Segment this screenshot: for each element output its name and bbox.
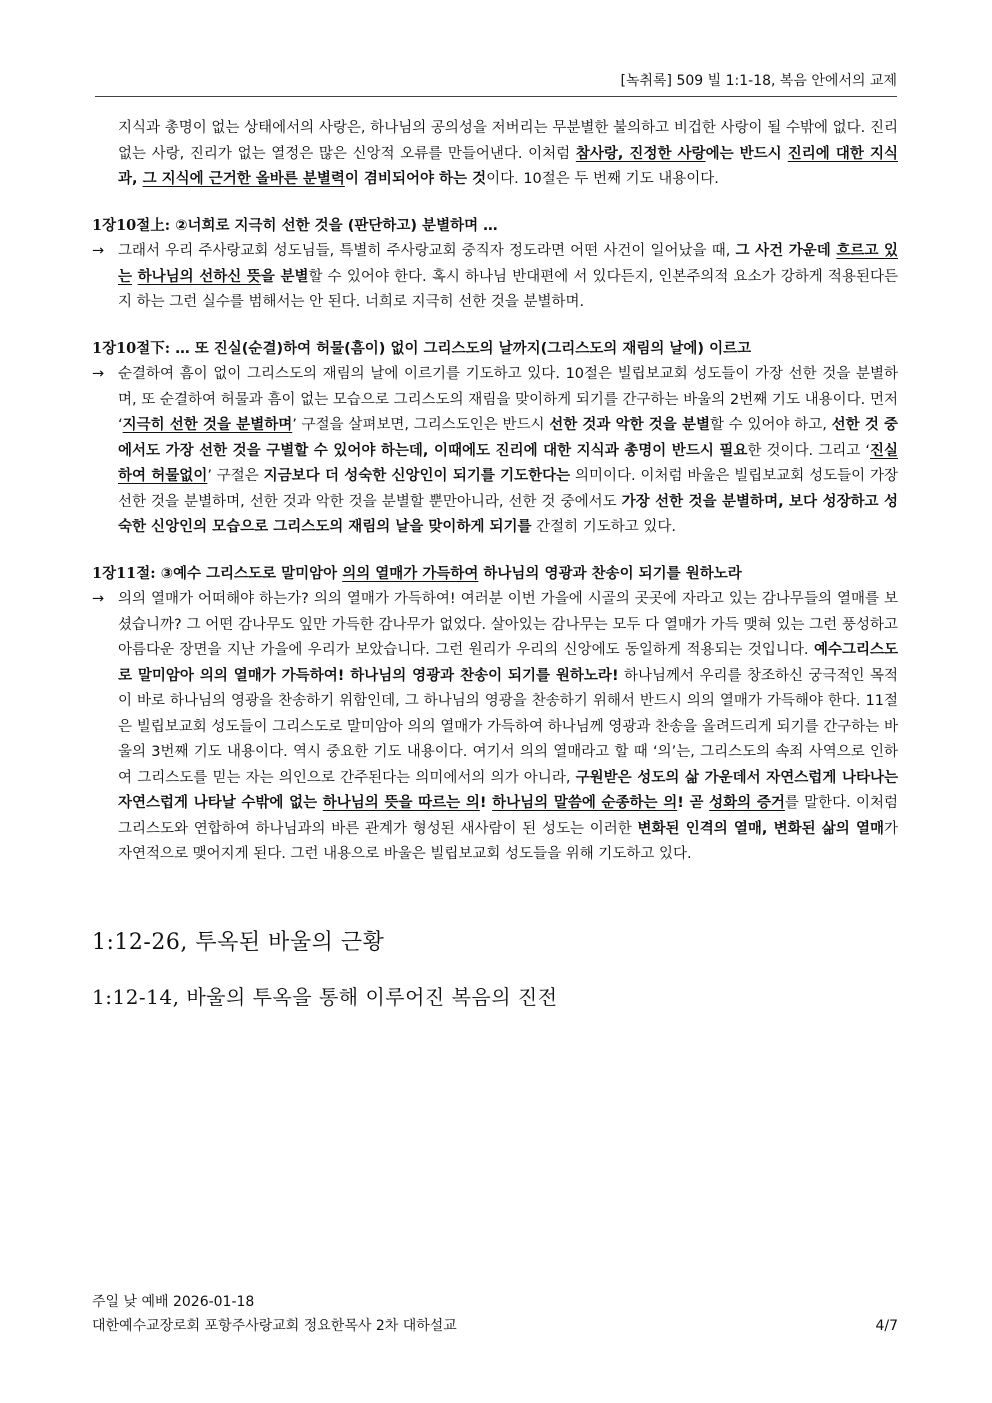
text: 가장 선한 것을 분별하며, 보다 성장하고 성숙한 신앙인의 모습으로 그리스도의 재림의 날을 맞이하게 되기를	[118, 493, 898, 535]
verse-ref: 1장11절:	[92, 564, 156, 582]
text: 변화된 인격의 열매, 변화된 삶의 열매	[637, 820, 884, 837]
verse-ref: 1장10절下:	[92, 339, 171, 357]
text: 가 자연적으로 맺어지게 된다. 그런 내용으로 바울은 빌립보교회 성도들을 위해 기도하고 있다.	[118, 820, 898, 862]
section-subtitle: 1:12-14, 바울의 투옥을 통해 이루어진 복음의 진전	[92, 985, 558, 1009]
text: 하나님께서 우리를 창조하신 궁극적인 목적이 바로 하나님의 영광을 찬송하기 위함인데, 그 하나님의 영광을 찬송하기 위해서 반드시 의의 열매가 가득해야 한다. 11절은 빌립보교회 성도들이 그리스도로 말미암아 의의 열매가 가득하여 하나님께 영광과 찬송을 올려드리게 되기를 간구하는 바울의 3번째 기도 내용이다. 역시 중요한 기도 내용이다. 여기서 의의 열매라고 할 때 ‘의’는, 그리스도의 속죄 사역으로 인하여 그리스도를 믿는 자는 의인으로 간주된다는 의미에서의 의가 아니라,	[118, 667, 899, 786]
verse-text: ③예수 그리스도로 말미암아	[155, 565, 343, 582]
text: 이 겸비되어야 하는 것	[344, 171, 487, 187]
text: 한 것이다. 그리고 ‘	[747, 442, 870, 459]
emphasis: 하나님의 말씀에 순종하는 의	[492, 795, 678, 811]
text: !	[479, 795, 493, 811]
text: ! 곧	[677, 795, 710, 811]
verse-heading-11	[92, 561, 898, 588]
text: 선한 것과 악한 것을 분별	[549, 417, 711, 433]
text: 의의 열매가 어떠해야 하는가? 의의 열매가 가득하여! 여러분 이번 가을에 시골의 곳곳에 자라고 있는 감나무들의 열매를 보셨습니까? 그 어떤 감나무도 잎만 가득한 감나무가 없었다. 살아있는 감나무는 모두 다 열매가 가득 맺혀 있는 그런 풍성하고 아름다운 장면을 지난 가을에 우리가 보았습니다. 그런 원리가 우리의 신앙에도 동일하게 적용되는 것입니다.	[118, 591, 898, 658]
text: 이다. 10절은 두 번째 기도 내용이다.	[486, 171, 719, 187]
paragraph-11	[92, 587, 898, 868]
text: 을 분별	[260, 268, 309, 285]
verse-text: … 또 진실(순결)하여 허물(흠이) 없이 그리스도의 날까지(그리스도의 재림의 날에) 이르고	[170, 340, 752, 357]
text: ’ 구절을 살펴보면, 그리스도인은 반드시	[292, 417, 550, 433]
footer-church: 대한예수교장로회 포항주사랑교회 정요한목사 2차 대하설교	[92, 1318, 457, 1334]
text: 를 말한다. 이처럼 그리스도와 연합하여 하나님과의 바른 관계가 형성된 새사람이 된 성도는 이러한	[118, 795, 898, 837]
emphasis: 의의 열매가 가득하여	[342, 565, 479, 582]
text: 할 수 있어야 하고,	[710, 417, 832, 433]
emphasis: 흐르고 있는	[118, 243, 898, 285]
text: 예수그리스도로 말미암아 의의 열매가 가득하여! 하나님의 영광과 찬송이 되기를 원하노라!	[118, 642, 898, 684]
emphasis-true-love: 참사랑, 진정한 사랑	[575, 145, 706, 162]
paragraph-10a	[92, 239, 898, 316]
text: 과,	[118, 171, 143, 187]
page-number: 4/7	[875, 1318, 898, 1334]
arrow-icon: →	[92, 591, 105, 607]
arrow-icon: →	[92, 243, 105, 259]
verse-ref: 1장10절上:	[92, 216, 171, 234]
text: 순결하여 흠이 없이 그리스도의 재림의 날에 이르기를 기도하고 있다. 10절은 빌립보교회 성도들이 가장 선한 것을 분별하며, 또 순결하여 허물과 흠이 없는 모습으로 그리스도의 재림을 맞이하게 되기를 간구하는 바울의 2번째 기도 내용이다. 먼저 ‘	[118, 366, 898, 433]
verse-text: 하나님의 영광과 찬송이 되기를 원하노라	[478, 565, 742, 582]
verse-heading-10b	[92, 336, 898, 363]
section-title: 1:12-26, 투옥된 바울의 근황	[92, 929, 385, 955]
emphasis: 성화의 증거	[709, 795, 785, 811]
text: 그래서 우리 주사랑교회 성도님들, 특별히 주사랑교회 중직자 정도라면 어떤 사건이 일어났을 때,	[118, 243, 736, 259]
paragraph-10b	[92, 362, 898, 541]
emphasis: 하나님의 뜻을 따르는 의	[322, 795, 480, 811]
text: 지식과 총명이 없는 상태에서의 사랑은, 하나님의 공의성을 저버리는 무분별한 불의하고 비겁한 사랑이 될 수밖에 없다. 진리 없는 사랑, 진리가 없는 열정은 많은 신앙적 오류를 만들어낸다. 이처럼	[118, 120, 898, 162]
text: 지금보다 더 성숙한 신앙인이 되기를 기도한다는	[263, 468, 571, 484]
emphasis-knowledge: 진리에 대한 지식	[787, 145, 898, 162]
verse-text: ②너희로 지극히 선한 것을 (판단하고) 분별하며 …	[170, 217, 498, 234]
text: 선한 것 중에서도 가장 선한 것을 구별할 수 있어야 하는데, 이때에도 진리에 대한 지식과 총명이 반드시 필요	[118, 417, 899, 459]
text: 할 수 있어야 한다. 혹시 하나님 반대편에 서 있다든지, 인본주의적 요소가 강하게 적용된다든지 하는 그런 실수를 범해서는 안 된다. 너희로 지극히 선한 것을 분별하며.	[118, 268, 898, 310]
paragraph-love-truth	[92, 116, 898, 193]
emphasis: 하나님의 선하신 뜻	[137, 268, 261, 285]
text: ’ 구절은	[207, 468, 264, 484]
text: 의미이다. 이처럼 바울은 빌립보교회 성도들이 가장 선한 것을 분별하며, 선한 것과 악한 것을 분별할 뿐만아니라, 선한 것 중에서도	[118, 468, 898, 510]
page-header: [녹취록] 509 빌 1:1-18, 복음 안에서의 교제	[95, 70, 897, 97]
emphasis-discernment: 그 지식에 근거한 올바른 분별력	[142, 171, 345, 187]
emphasis: 진실하여 허물없이	[118, 442, 898, 484]
text: 에는 반드시	[705, 145, 788, 162]
page-footer	[92, 1290, 898, 1338]
document-body	[92, 116, 898, 1011]
text: 구원받은 성도의 삶 가운데서 자연스럽게 나타나는 자연스럽게 나타날 수밖에 없는	[118, 769, 898, 811]
arrow-icon: →	[92, 366, 105, 382]
emphasis: 지극히 선한 것을 분별하며	[122, 417, 293, 433]
verse-heading-10a	[92, 213, 898, 240]
text: 그 사건 가운데	[735, 243, 837, 259]
text: 간절히 기도하고 있다.	[531, 519, 677, 535]
footer-service-date: 주일 낮 예배 2026-01-18	[92, 1294, 255, 1310]
